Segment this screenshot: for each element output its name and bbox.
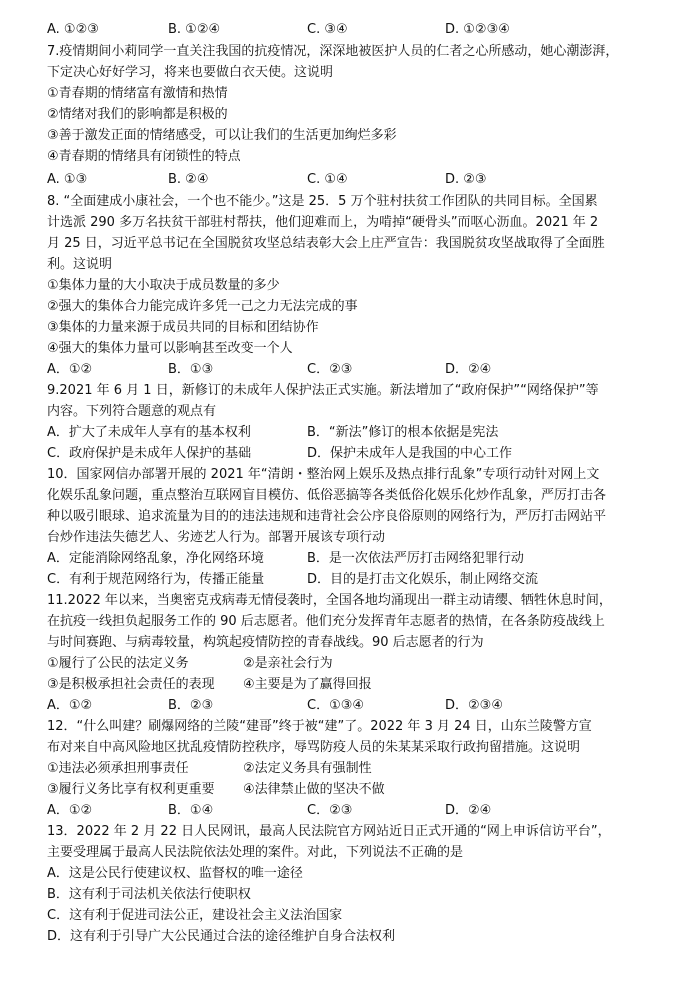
q11-item: ③是积极承担社会责任的表现 [47,677,215,692]
q11-stem-line: 在抗疫一线担负起服务工作的 90 后志愿者。他们充分发挥青年志愿者的热情，在各条防疫战线上 [47,614,605,629]
q11-option-c: C．①③④ [307,698,365,713]
q10-stem-line: 台炒作违法失德艺人、劣迹艺人行为。部署开展该专项行动 [47,530,386,545]
q12-option-b: B．①④ [168,803,214,818]
q12-option-c: C．②③ [307,803,353,818]
q10-stem-line: 10．国家网信办部署开展的 2021 年“清朗・整治网上娱乐及热点排行乱象”专项行动针对网上文 [47,467,600,482]
q8-stem-line: 月 25 日，习近平总书记在全国脱贫攻坚总结表彰大会上庄严宣告：我国脱贫攻坚战取得了全面胜 [47,236,605,251]
q6-option-b: B. ①②④ [168,22,221,37]
q6-option-d: D. ①②③④ [445,22,510,37]
q13-option-d: D．这有利于引导广大公民通过合法的途径维护自身合法权利 [47,929,396,944]
q12-item: ③履行义务比享有权利更重要 [47,782,215,797]
q8-option-b: B．①③ [168,362,214,377]
q7-item: ④青春期的情绪具有闭锁性的特点 [47,149,241,164]
q9-option-c: C．政府保护是未成年人保护的基础 [47,446,252,461]
q8-item: ③集体的力量来源于成员共同的目标和团结协作 [47,320,319,335]
q13-option-a: A．这是公民行使建议权、监督权的唯一途径 [47,866,303,881]
q9-stem-line: 9.2021 年 6 月 1 日，新修订的未成年人保护法正式实施。新法增加了“政府保护”“网络保护”等 [47,383,599,398]
q10-option-d: D．目的是打击文化娱乐，制止网络交流 [307,572,539,587]
q8-option-a: A．①② [47,362,93,377]
q7-option-a: A. ①③ [47,172,88,187]
q6-option-c: C. ③④ [307,22,348,37]
q8-item: ②强大的集体合力能完成许多凭一己之力无法完成的事 [47,299,358,314]
q12-item: ④法律禁止做的坚决不做 [243,782,385,797]
q9-option-d: D．保护未成年人是我国的中心工作 [307,446,513,461]
q7-stem-line: 下定决心好好学习，将来也要做白衣天使。这说明 [47,65,334,80]
q8-stem-line: 8. “全面建成小康社会，一个也不能少。”这是 25．5 万个驻村扶贫工作团队的共同目标。全国累 [47,194,598,209]
q7-stem-line: 7.疫情期间小莉同学一直关注我国的抗疫情况，深深地被医护人员的仁者之心所感动，她心潮澎湃， [47,44,619,59]
q11-item: ④主要是为了赢得回报 [243,677,372,692]
q8-item: ①集体力量的大小取决于成员数量的多少 [47,278,280,293]
q10-stem-line: 化娱乐乱象问题，重点整治互联网盲目模仿、低俗恶搞等各类低俗化娱乐化炒作乱象，严厉打击各 [47,488,607,503]
q9-stem-line: 内容。下列符合题意的观点有 [47,404,217,419]
q13-stem-line: 13．2022 年 2 月 22 日人民网讯，最高人民法院官方网站近日正式开通的“网上申诉信访平台”， [47,824,611,839]
q11-option-d: D．②③④ [445,698,503,713]
q12-stem-line: 布对来自中高风险地区扰乱疫情防控秩序，辱骂防疫人员的朱某某采取行政拘留措施。这说明 [47,740,581,755]
q11-item: ②是亲社会行为 [243,656,333,671]
q7-option-b: B. ②④ [168,172,209,187]
q8-stem-line: 计选派 290 多万名扶贫干部驻村帮扶，他们迎难而上，为啃掉“硬骨头”而呕心沥血。2021 年 2 [47,215,599,230]
q13-option-c: C．这有利于促进司法公正，建设社会主义法治国家 [47,908,343,923]
q11-option-a: A．①② [47,698,93,713]
q12-item: ②法定义务具有强制性 [243,761,372,776]
q12-option-a: A．①② [47,803,93,818]
q8-option-c: C．②③ [307,362,353,377]
q9-option-a: A．扩大了未成年人享有的基本权利 [47,425,251,440]
q13-stem-line: 主要受理属于最高人民法院依法处理的案件。对此，下列说法不正确的是 [47,845,464,860]
q10-option-a: A．定能消除网络乱象，净化网络环境 [47,551,264,566]
q12-option-d: D．②④ [445,803,492,818]
q11-item: ①履行了公民的法定义务 [47,656,189,671]
q7-option-d: D. ②③ [445,172,487,187]
q7-item: ①青春期的情绪富有激情和热情 [47,86,228,101]
q11-stem-line: 与时间赛跑、与病毒较量，构筑起疫情防控的青春战线。90 后志愿者的行为 [47,635,484,650]
q6-option-a: A. ①②③ [47,22,99,37]
q7-item: ③善于激发正面的情绪感受，可以让我们的生活更加绚烂多彩 [47,128,397,143]
q13-option-b: B．这有利于司法机关依法行使职权 [47,887,251,902]
q8-option-d: D．②④ [445,362,492,377]
q10-stem-line: 种以吸引眼球、追求流量为目的的违法违规和违背社会公序良俗原则的网络行为，严厉打击网站平 [47,509,607,524]
q12-item: ①违法必须承担刑事责任 [47,761,189,776]
q8-item: ④强大的集体力量可以影响甚至改变一个人 [47,341,293,356]
q11-stem-line: 11.2022 年以来，当奥密克戎病毒无情侵袭时，全国各地均涌现出一群主动请缨、牺牲休息时间， [47,593,612,608]
q11-option-b: B．②③ [168,698,214,713]
q10-option-b: B．是一次依法严厉打击网络犯罪行动 [307,551,524,566]
q7-option-c: C. ①④ [307,172,348,187]
q12-stem-line: 12．“什么叫建？刷爆网络的兰陵“建哥”终于被“建”了。2022 年 3 月 24 日，山东兰陵警方宣 [47,719,592,734]
q10-option-c: C．有利于规范网络行为，传播正能量 [47,572,265,587]
q8-stem-line: 利。这说明 [47,257,113,272]
q9-option-b: B．“新法”修订的根本依据是宪法 [307,425,499,440]
q7-item: ②情绪对我们的影响都是积极的 [47,107,228,122]
